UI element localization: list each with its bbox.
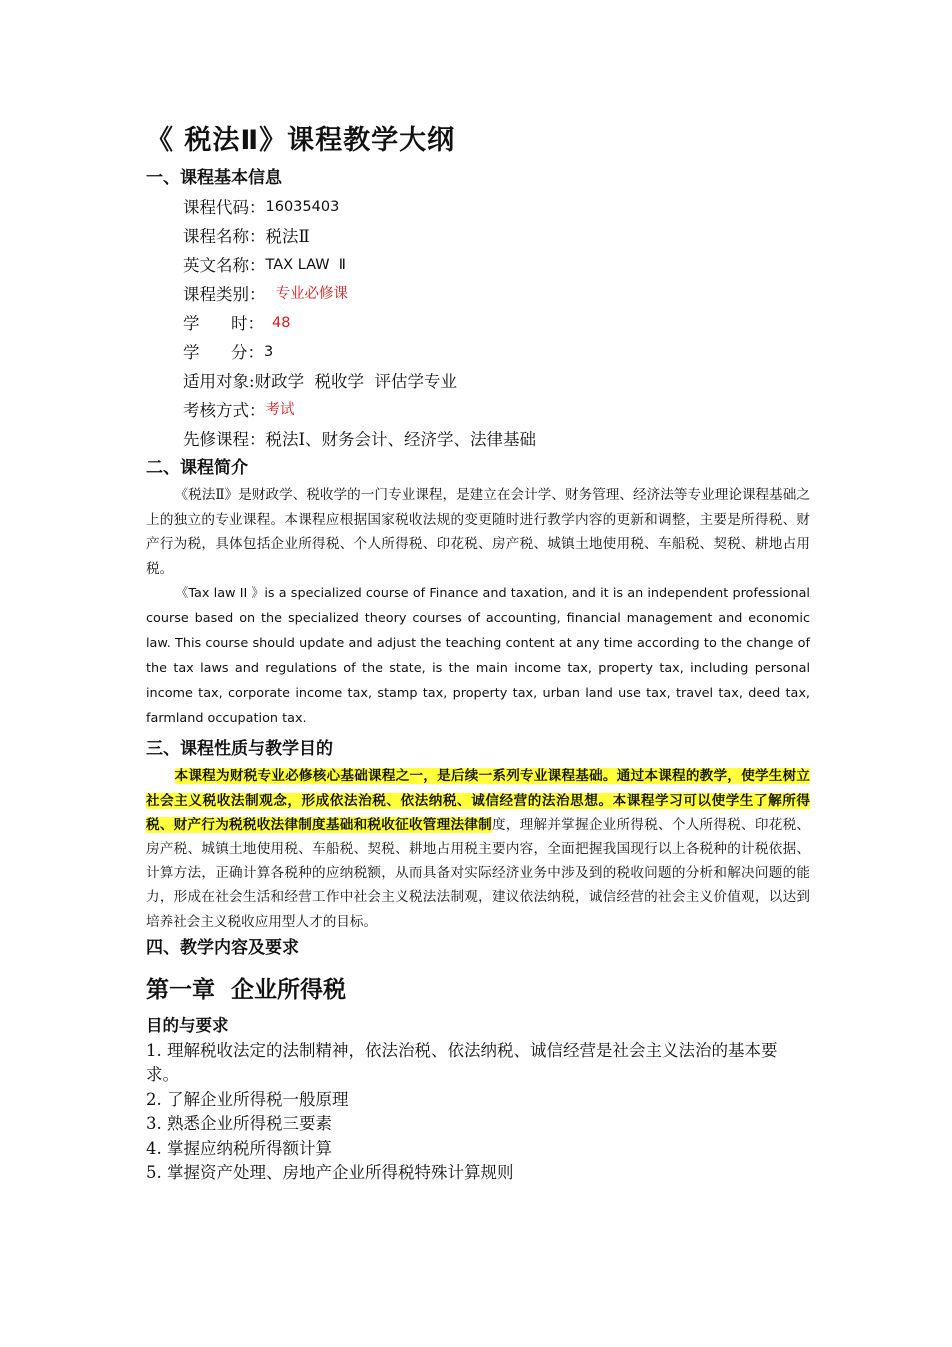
info-value: 考试 [265,402,295,418]
document-title: 《 税法Ⅱ》课程教学大纲 [146,125,456,156]
info-label: 课程名称： [183,227,266,246]
document-page [146,118,810,1186]
nature-text: 度，理解并掌握企业所得税、个人所得税、印花税、房产税、城镇土地使用税、车船税、契税、耕地占用税主要内容，全面把握我国现行以上各税种的计税依据、计算方法，正确计算各税种的应纳税额，从而具备对实际经济业务中涉及到的税收问题的分析和解决问题的能力，形成在社会生活和经营工作中社会主义税法法制观，建议依法纳税，诚信经营的社会主义价值观，以达到培养社会主义税收应用型人才的目标。 [146,816,811,930]
goal-item: 1. 理解税收法定的法制精神，依法治税、依法纳税、诚信经营是社会主义法治的基本要求。 [146,1040,778,1085]
info-label: 先修课程： [183,430,266,449]
info-row-credits [183,338,810,367]
basic-info-list [183,193,810,454]
info-label: 学 时： [183,314,264,333]
info-label: 适用对象: [183,372,255,391]
info-row-audience [183,367,810,396]
chapter-title: 第一章 企业所得税 [146,976,347,1003]
info-value: TAX LAW Ⅱ [265,257,346,273]
info-row-category [183,280,810,309]
info-label: 英文名称： [183,256,266,275]
info-value: 税法Ⅰ、财务会计、经济学、法律基础 [265,430,537,449]
info-label: 课程代码： [183,198,266,217]
info-label: 课程类别： [183,285,266,304]
info-row-english-name [183,251,810,280]
goal-item: 4. 掌握应纳税所得额计算 [146,1138,332,1158]
info-label: 学 分： [183,343,264,362]
info-value: 48 [271,315,291,331]
info-row-assessment [183,396,810,425]
section-heading-intro: 二、课程简介 [146,458,248,478]
goals-subheading: 目的与要求 [146,1015,229,1035]
info-value: 财政学 税收学 评估学专业 [254,372,458,391]
info-label: 考核方式： [183,401,266,420]
info-value: 专业必修课 [275,286,348,302]
intro-paragraph-en: 《Tax law II 》is a specialized course of Finance and taxation, and it is an independent professional course based on the specialized theory courses of accounting, financial management and economic law. This course should update and adjust the teaching content at any time according to the change of the tax laws and regulations of the state, is the main income tax, property tax, including personal income tax, corporate income tax, stamp tax, property tax, urban land use tax, travel tax, deed tax, farmland occupation tax. [146,586,810,727]
goal-item: 5. 掌握资产处理、房地产企业所得税特殊计算规则 [146,1163,514,1183]
goal-item: 3. 熟悉企业所得税三要素 [146,1114,332,1134]
goal-item: 2. 了解企业所得税一般原理 [146,1089,349,1109]
section-heading-nature: 三、课程性质与教学目的 [146,739,333,760]
intro-paragraph-cn: 《税法Ⅱ》是财政学、税收学的一门专业课程，是建立在会计学、财务管理、经济法等专业理论课程基础之上的独立的专业课程。本课程应根据国家税收法规的变更随时进行教学内容的更新和调整，主要是所得税、财产行为税，具体包括企业所得税、个人所得税、印花税、房产税、城镇土地使用税、车船税、契税、耕地占用税。 [146,487,810,577]
info-value: 税法Ⅱ [265,227,310,246]
info-value: 16035403 [265,199,340,215]
info-row-prerequisites [183,425,810,454]
info-value: 3 [263,344,274,360]
info-row-name [183,222,810,251]
info-row-code [183,193,810,222]
info-row-hours [183,309,810,338]
section-heading-content: 四、教学内容及要求 [146,937,299,958]
highlighted-text: 本课程为财税专业必修核心基础课程之一，是后续一系列专业课程基础。通过本课程的教学，使学生树立社会主义税收法制观念，形成依法治税、依法纳税、诚信经营的法治思想。本课程学习可以使学生了解所得税、财产行为税税收法律制度基础和税收征收管理法律制 [146,768,810,833]
nature-paragraph [146,764,810,933]
section-heading-basic-info: 一、课程基本信息 [146,168,282,188]
